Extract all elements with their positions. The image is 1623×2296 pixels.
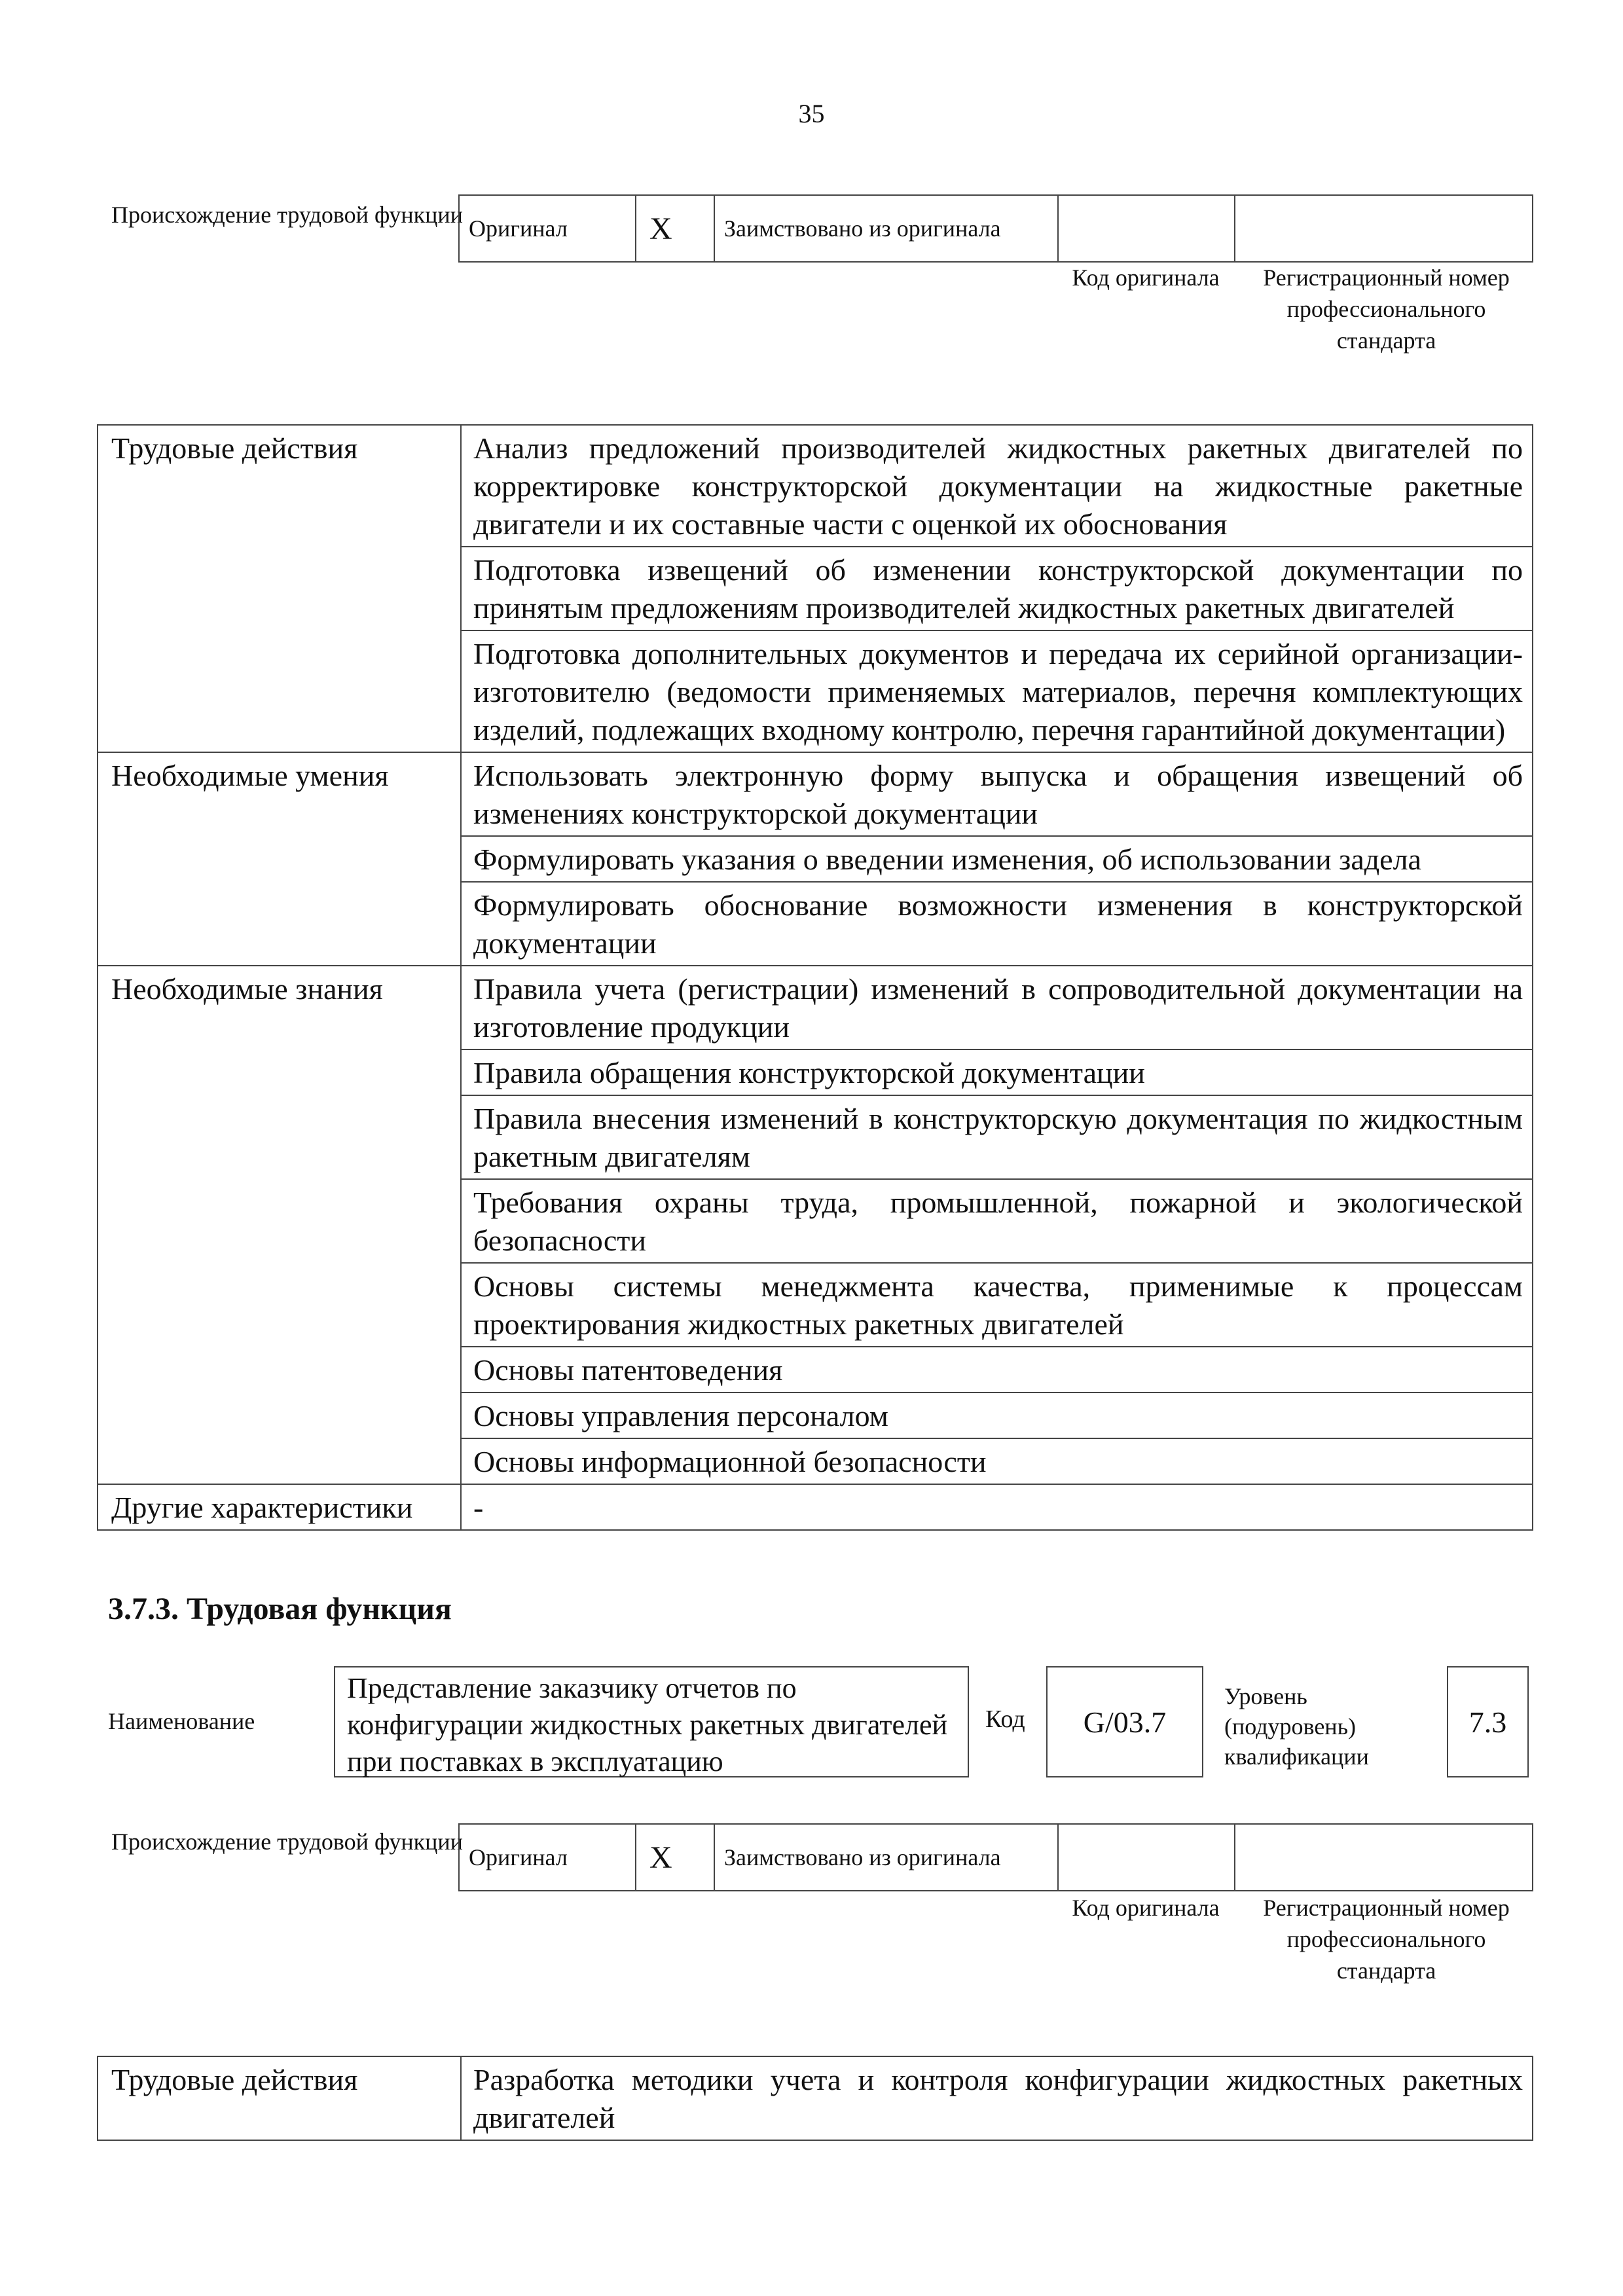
code-label: Код — [985, 1705, 1025, 1733]
registration-number-cell — [1235, 1824, 1533, 1891]
level-label: Уровень (подуровень) квалификации — [1224, 1683, 1369, 1770]
labor-function-table — [97, 424, 1533, 1531]
table-cell: Требования охраны труда, промышленной, пожарной и экологической безопасности — [461, 1179, 1533, 1263]
table-cell: Подготовка дополнительных документов и передача их серийной организации-изготовителю (ведомости применяемых материалов, перечня комплектующих изделий, подлежащих входному контролю, перечня гарантийной документации) — [461, 630, 1533, 752]
original-code-cell — [1058, 1824, 1235, 1891]
original-code-cell — [1058, 195, 1235, 262]
table-cell: Использовать электронную форму выпуска и обращения извещений об изменениях конструкторской документации — [461, 752, 1533, 836]
borrowed-label: Заимствовано из оригинала — [714, 195, 1058, 262]
group-label-skills: Необходимые умения — [98, 752, 461, 966]
code-caption: Код оригинала — [1072, 1895, 1220, 1921]
original-label: Оригинал — [459, 195, 636, 262]
original-label: Оригинал — [459, 1824, 636, 1891]
table-cell: Подготовка извещений об изменении конструкторской документации по принятым предложениям производителей жидкостных ракетных двигателей — [461, 547, 1533, 630]
table-cell: Основы системы менеджмента качества, применимые к процессам проектирования жидкостных ракетных двигателей — [461, 1263, 1533, 1347]
section-heading: 3.7.3. Трудовая функция — [108, 1592, 452, 1626]
registration-caption: Регистрационный номер профессионального стандарта — [1263, 264, 1510, 354]
table-cell: Формулировать обоснование возможности изменения в конструкторской документации — [461, 882, 1533, 966]
table-cell: Формулировать указания о введении изменения, об использовании задела — [461, 836, 1533, 882]
labor-function-table-2 — [97, 2056, 1533, 2141]
table-cell: Основы управления персоналом — [461, 1393, 1533, 1438]
function-name-box: Представление заказчику отчетов по конфигурации жидкостных ракетных двигателей при поставках в эксплуатацию — [334, 1666, 969, 1777]
code-caption: Код оригинала — [1072, 264, 1220, 291]
name-label: Наименование — [108, 1708, 255, 1734]
original-mark: X — [636, 195, 714, 262]
table-cell: Основы патентоведения — [461, 1347, 1533, 1393]
table-cell: Правила внесения изменений в конструкторскую документация по жидкостным ракетным двигателям — [461, 1095, 1533, 1179]
origin-label: Происхождение трудовой функции — [111, 202, 463, 228]
group-label-knowledge: Необходимые знания — [98, 966, 461, 1484]
original-mark: X — [636, 1824, 714, 1891]
table-cell: Правила учета (регистрации) изменений в сопроводительной документации на изготовление продукции — [461, 966, 1533, 1049]
origin-table — [458, 194, 1533, 263]
code-box: G/03.7 — [1046, 1666, 1203, 1777]
group-label-labor-actions: Трудовые действия — [98, 2056, 461, 2140]
borrowed-label: Заимствовано из оригинала — [714, 1824, 1058, 1891]
table-cell: Разработка методики учета и контроля конфигурации жидкостных ракетных двигателей — [461, 2056, 1533, 2140]
table-cell: - — [461, 1484, 1533, 1530]
table-cell: Основы информационной безопасности — [461, 1438, 1533, 1484]
group-label-labor-actions: Трудовые действия — [98, 425, 461, 752]
origin-table — [458, 1823, 1533, 1891]
group-label-other: Другие характеристики — [98, 1484, 461, 1530]
registration-number-cell — [1235, 195, 1533, 262]
level-box: 7.3 — [1447, 1666, 1529, 1777]
registration-caption: Регистрационный номер профессионального стандарта — [1263, 1895, 1510, 1984]
table-cell: Правила обращения конструкторской документации — [461, 1049, 1533, 1095]
table-cell: Анализ предложений производителей жидкостных ракетных двигателей по корректировке конструкторской документации на жидкостные ракетные двигатели и их составные части с оценкой их обоснования — [461, 425, 1533, 547]
page-number: 35 — [798, 99, 825, 128]
origin-label: Происхождение трудовой функции — [111, 1829, 463, 1855]
